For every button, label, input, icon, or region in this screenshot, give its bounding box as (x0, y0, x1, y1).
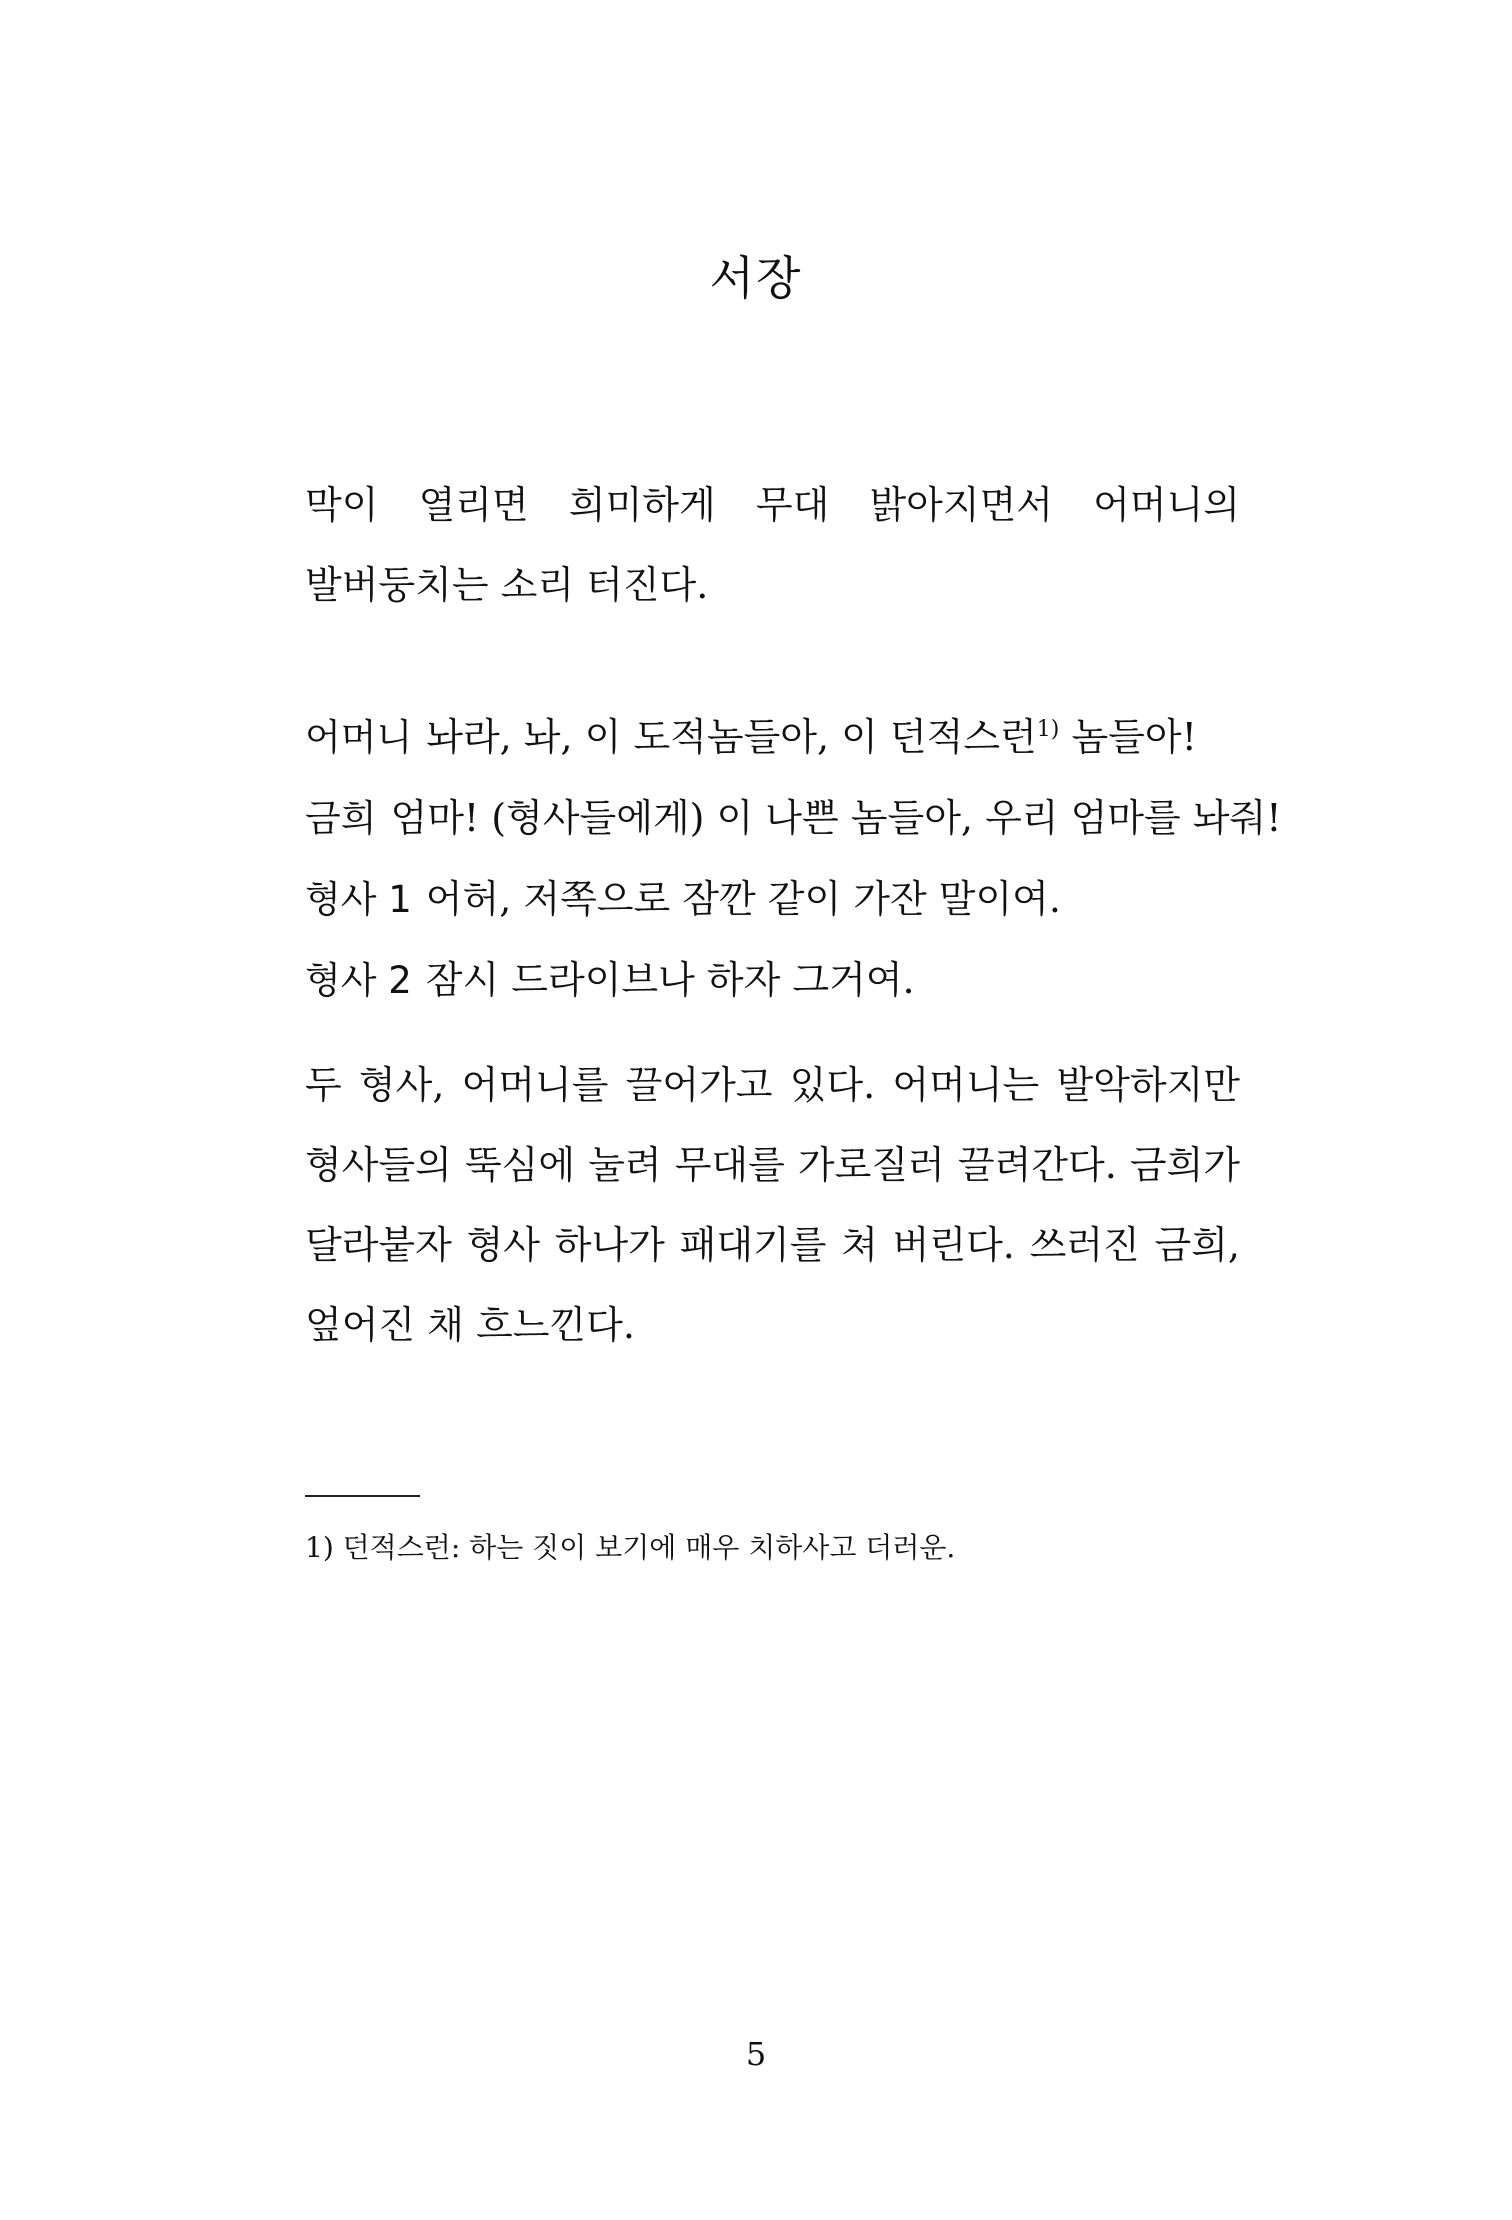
speaker-name: 어머니 (305, 716, 413, 759)
dialogue-text: 엄마! (형사들에게) 이 나쁜 놈들아, 우리 엄마를 놔줘! (390, 796, 1282, 840)
speaker-name: 형사 2 (305, 959, 412, 1002)
speaker-name: 형사 1 (305, 878, 412, 921)
dialogue-line (305, 778, 1282, 859)
chapter-title: 서장 (709, 251, 803, 305)
dialogue-line (305, 940, 1240, 1021)
page-number: 5 (745, 2035, 767, 2073)
dialogue-text: 놔라, 놔, 이 도적놈들아, 이 던적스런 (426, 715, 1037, 759)
stage-direction-paragraph: 두 형사, 어머니를 끌어가고 있다. 어머니는 발악하지만 형사들의 뚝심에 눌려 무대를 가로질러 끌려간다. 금희가 달라붙자 형사 하나가 패대기를 쳐 버린다. 쓰러진 금희, 엎어진 채 흐느낀다. (305, 1063, 1240, 1347)
footnote: 1) 던적스런: 하는 짓이 보기에 매우 치하사고 더러운. (305, 1531, 956, 1564)
footnote-divider (305, 1495, 420, 1497)
dialogue-text: 어허, 저쪽으로 잠깐 같이 가잔 말이여. (425, 877, 1061, 921)
dialogue-text: 잠시 드라이브나 하자 그거여. (425, 958, 915, 1002)
dialogue-text: 놈들아! (1059, 715, 1197, 759)
dialogue-block (305, 690, 1282, 1021)
footnote-reference: 1) (1036, 717, 1060, 742)
stage-direction-paragraph: 막이 열리면 희미하게 무대 밝아지면서 어머니의 발버둥치는 소리 터진다. (305, 483, 1240, 607)
dialogue-line (305, 859, 1240, 940)
speaker-name: 금희 (305, 797, 377, 840)
dialogue-line (305, 690, 1240, 778)
